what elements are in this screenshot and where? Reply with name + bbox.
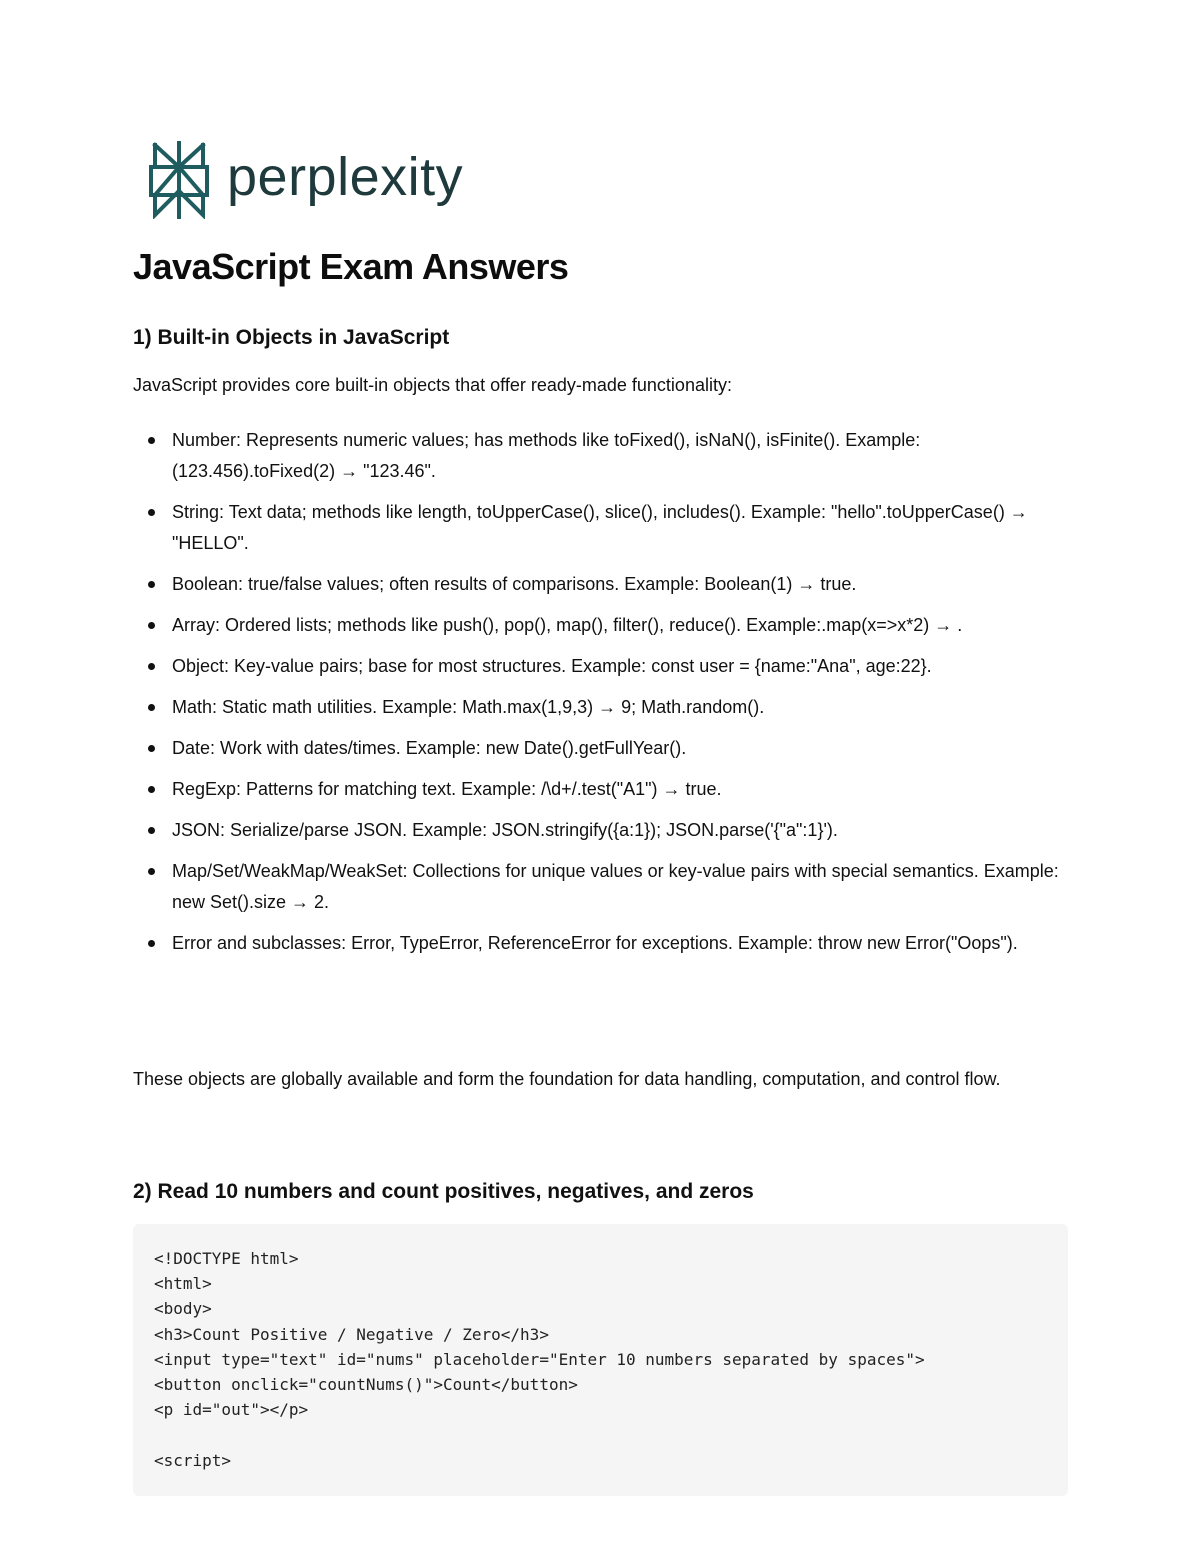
section-1-heading: 1) Built-in Objects in JavaScript bbox=[133, 326, 450, 349]
builtin-objects-list bbox=[133, 425, 1068, 969]
code-line: <input type="text" id="nums" placeholder="Enter 10 numbers separated by spaces"> bbox=[154, 1349, 925, 1369]
list-item-object: Object: Key-value pairs; base for most structures. Example: const user = {name:"Ana", age:22}. bbox=[133, 651, 1068, 682]
code-line: <script> bbox=[154, 1450, 232, 1470]
document-title: JavaScript Exam Answers bbox=[133, 246, 569, 287]
list-item-array: Array: Ordered lists; methods like push(), pop(), map(), filter(), reduce(). Example:.map(x=>x*2) → . bbox=[133, 610, 1068, 641]
code-line bbox=[154, 1422, 1047, 1447]
list-item-date: Date: Work with dates/times. Example: new Date().getFullYear(). bbox=[133, 733, 1068, 764]
section-1-intro: JavaScript provides core built-in objects that offer ready-made functionality: bbox=[133, 375, 732, 395]
code-line: <!DOCTYPE html> bbox=[154, 1249, 299, 1268]
brand-wordmark: perplexity bbox=[227, 147, 464, 207]
code-line: <h3>Count Positive / Negative / Zero</h3> bbox=[154, 1324, 549, 1344]
brand-logo bbox=[147, 141, 463, 219]
list-item-boolean: Boolean: true/false values; often results of comparisons. Example: Boolean(1) → true. bbox=[133, 569, 1068, 600]
list-item-math: Math: Static math utilities. Example: Math.max(1,9,3) → 9; Math.random(). bbox=[133, 692, 1068, 723]
list-item-regexp: RegExp: Patterns for matching text. Example: /\d+/.test("A1") → true. bbox=[133, 774, 1068, 805]
code-line: <p id="out"></p> bbox=[154, 1400, 309, 1420]
list-item-collections: Map/Set/WeakMap/WeakSet: Collections for unique values or key-value pairs with special semantics. Example: new Set().size → 2. bbox=[133, 856, 1068, 918]
code-block bbox=[133, 1224, 1068, 1496]
list-item-string: String: Text data; methods like length, toUpperCase(), slice(), includes(). Example: "hello".toUpperCase() → "HELLO". bbox=[133, 497, 1068, 559]
code-line: <html> bbox=[154, 1274, 212, 1294]
section-2-heading: 2) Read 10 numbers and count positives, negatives, and zeros bbox=[133, 1180, 754, 1203]
perplexity-logo-icon bbox=[147, 141, 211, 219]
code-content bbox=[154, 1246, 1047, 1473]
list-item-json: JSON: Serialize/parse JSON. Example: JSON.stringify({a:1}); JSON.parse('{"a":1}'). bbox=[133, 815, 1068, 846]
list-item-error: Error and subclasses: Error, TypeError, ReferenceError for exceptions. Example: throw new Error("Oops"). bbox=[133, 928, 1068, 959]
code-line: <body> bbox=[154, 1299, 212, 1319]
list-item-number: Number: Represents numeric values; has methods like toFixed(), isNaN(), isFinite(). Example: (123.456).toFixed(2) → "123.46". bbox=[133, 425, 1068, 487]
code-line: <button onclick="countNums()">Count</button> bbox=[154, 1375, 578, 1395]
section-1-outro: These objects are globally available and form the foundation for data handling, computation, and control flow. bbox=[133, 1069, 1001, 1089]
